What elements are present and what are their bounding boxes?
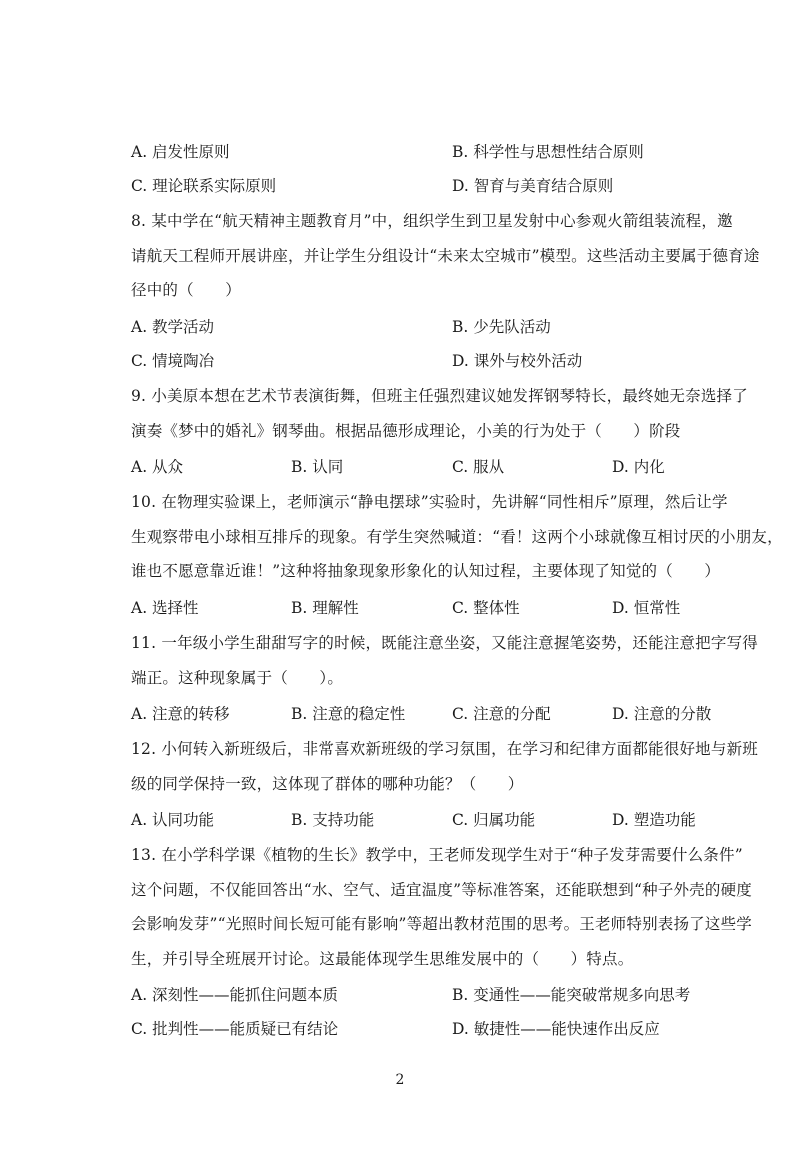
q13-option-a: A. 深刻性——能抓住问题本质 [131, 986, 339, 1004]
q9-stem-line: 9. 小美原本想在艺术节表演街舞，但班主任强烈建议她发挥钢琴特长，最终她无奈选择了 [131, 387, 748, 405]
q9-stem-line: 演奏《梦中的婚礼》钢琴曲。根据品德形成理论，小美的行为处于（ ）阶段 [131, 422, 681, 440]
q9-option-c: C. 服从 [452, 458, 505, 476]
q13-stem-line: 生，并引导全班展开讨论。这最能体现学生思维发展中的（ ）特点。 [131, 950, 634, 968]
q10-stem-line: 生观察带电小球相互排斥的现象。有学生突然喊道：“看！这两个小球就像互相讨厌的小朋友， [131, 528, 783, 546]
q12-stem-line: 12. 小何转入新班级后，非常喜欢新班级的学习氛围，在学习和纪律方面都能很好地与新班 [131, 740, 758, 758]
q8-stem-line: 径中的（ ） [131, 281, 241, 299]
page-number: 2 [395, 1072, 405, 1088]
q8-stem-line: 请航天工程师开展讲座，并让学生分组设计“未来太空城市”模型。这些活动主要属于德育途 [131, 247, 760, 265]
q11-option-b: B. 注意的稳定性 [291, 705, 406, 723]
q13-option-b: B. 变通性——能突破常规多向思考 [452, 986, 691, 1004]
q7-option-a: A. 启发性原则 [131, 143, 230, 161]
q9-option-b: B. 认同 [291, 458, 344, 476]
q13-option-d: D. 敏捷性——能快速作出反应 [452, 1020, 660, 1038]
q10-option-d: D. 恒常性 [612, 599, 681, 617]
q11-option-d: D. 注意的分散 [612, 705, 712, 723]
q8-option-b: B. 少先队活动 [452, 318, 551, 336]
q9-option-a: A. 从众 [131, 458, 184, 476]
q9-option-d: D. 内化 [612, 458, 665, 476]
q12-option-d: D. 塑造功能 [612, 811, 696, 829]
q13-stem-line: 会影响发芽”“光照时间长短可能有影响”等超出教材范围的思考。王老师特别表扬了这些学 [131, 915, 752, 933]
q10-stem-line: 10. 在物理实验课上，老师演示“静电摆球”实验时，先讲解“同性相斥”原理，然后让学 [131, 493, 728, 511]
q13-stem-line: 这个问题，不仅能回答出“水、空气、适宜温度”等标准答案，还能联想到“种子外壳的硬度 [131, 881, 752, 899]
q10-option-a: A. 选择性 [131, 599, 199, 617]
q7-option-c: C. 理论联系实际原则 [131, 177, 277, 195]
q12-stem-line: 级的同学保持一致，这体现了群体的哪种功能？（ ） [131, 775, 524, 793]
q10-stem-line: 谁也不愿意靠近谁！”这种将抽象现象形象化的认知过程，主要体现了知觉的（ ） [131, 562, 721, 580]
q8-stem-line: 8. 某中学在“航天精神主题教育月”中，组织学生到卫星发射中心参观火箭组装流程，邀 [131, 212, 733, 230]
q11-option-c: C. 注意的分配 [452, 705, 551, 723]
q11-stem-line: 端正。这种现象属于（ ）。 [131, 669, 344, 687]
q10-option-b: B. 理解性 [291, 599, 359, 617]
q11-option-a: A. 注意的转移 [131, 705, 230, 723]
q13-stem-line: 13. 在小学科学课《植物的生长》教学中，王老师发现学生对于“种子发芽需要什么条件” [131, 846, 743, 864]
q12-option-a: A. 认同功能 [131, 811, 215, 829]
q13-option-c: C. 批判性——能质疑已有结论 [131, 1020, 339, 1038]
q10-option-c: C. 整体性 [452, 599, 520, 617]
q8-option-c: C. 情境陶冶 [131, 352, 215, 370]
q12-option-b: B. 支持功能 [291, 811, 375, 829]
q8-option-a: A. 教学活动 [131, 318, 215, 336]
q11-stem-line: 11. 一年级小学生甜甜写字的时候，既能注意坐姿，又能注意握笔姿势，还能注意把字写得 [131, 634, 758, 652]
q12-option-c: C. 归属功能 [452, 811, 536, 829]
q8-option-d: D. 课外与校外活动 [452, 352, 583, 370]
q7-option-d: D. 智育与美育结合原则 [452, 177, 614, 195]
q7-option-b: B. 科学性与思想性结合原则 [452, 143, 644, 161]
